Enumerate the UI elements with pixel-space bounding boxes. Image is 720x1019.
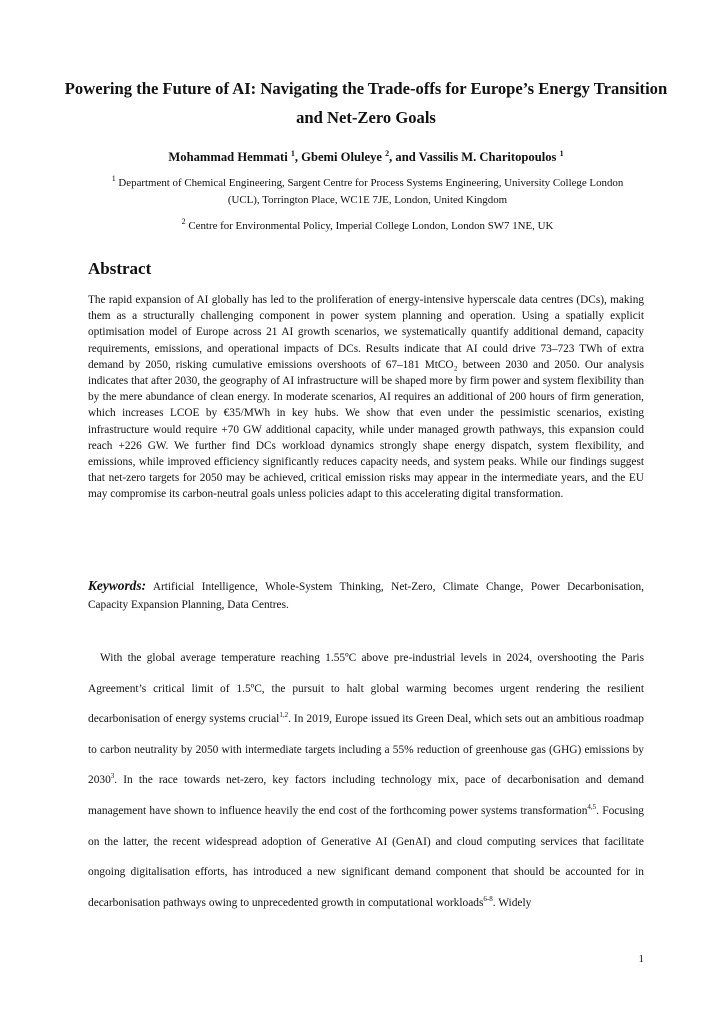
body-text: . Focusing on the latter, the recent widespread adoption of Generative AI (GenAI) and cloud computing services that facilitate ongoing digitalisation efforts, has introduced a new significant demand component that should be accounted for in decarbonisation pathways owing to unprecedented growth in computational workloads xyxy=(88,804,645,909)
affiliation-mark: 1 xyxy=(111,174,116,183)
affiliation xyxy=(95,214,640,235)
abstract-heading: Abstract xyxy=(88,259,152,278)
author-name: Vassilis M. Charitopoulos xyxy=(418,150,557,164)
citation-ref: 3 xyxy=(110,772,115,781)
author-affiliation-mark: 1 xyxy=(290,149,295,158)
body-text: . Widely xyxy=(492,896,532,909)
keywords xyxy=(88,577,644,614)
affiliation-text: Centre for Environmental Policy, Imperial College London, London SW7 1NE, UK xyxy=(188,220,554,232)
author-separator: , and xyxy=(389,150,419,164)
author-name: Gbemi Oluleye xyxy=(301,150,382,164)
author-separator: , xyxy=(294,150,302,164)
citation-ref: 6-8 xyxy=(483,894,493,903)
affiliation-text: Department of Chemical Engineering, Sargent Centre for Process Systems Engineering, University College London (UCL), Torrington Place, WC1E 7JE, London, United Kingdom xyxy=(118,177,624,206)
keywords-text: Artificial Intelligence, Whole-System Thinking, Net-Zero, Climate Change, Power Decarbonisation, Capacity Expansion Planning, Data Centres. xyxy=(88,581,644,611)
author-name: Mohammad Hemmati xyxy=(168,150,288,164)
body-text: . In the race towards net-zero, key factors including technology mix, pace of decarbonisation and demand management have shown to influence heavily the end cost of the forthcoming power systems transformation xyxy=(88,774,644,817)
author-list xyxy=(60,145,672,166)
keywords-label: Keywords: xyxy=(88,578,147,593)
page-number: 1 xyxy=(638,953,644,965)
author-affiliation-mark: 2 xyxy=(385,149,390,158)
author-affiliation-mark: 1 xyxy=(559,149,564,158)
body-text: With the global average temperature reaching 1.55ºC above pre-industrial levels in 2024, overshooting the Paris Agreement’s critical limit of 1.5ºC, the pursuit to halt global warming becomes urgent rendering the resilient decarbonisation of energy systems crucial xyxy=(88,652,644,726)
body-paragraph xyxy=(88,643,644,918)
citation-ref: 1,2 xyxy=(279,711,289,720)
affiliation xyxy=(95,171,640,208)
citation-ref: 4,5 xyxy=(587,802,597,811)
paper-title: Powering the Future of AI: Navigating the Trade-offs for Europe’s Energy Transition and Net-Zero Goals xyxy=(64,79,668,127)
abstract-text: The rapid expansion of AI globally has led to the proliferation of energy-intensive hyperscale data centres (DCs), making them as a structurally challenging component in power system planning and operation. Using a spatially explicit optimisation model of Europe across 21 AI growth scenarios, we systematically quantify additional demand, capacity requirements, emissions, and operational impacts of DCs. Results indicate that AI could drive 73–723 TWh of extra demand by 2050, risking cumulative emissions overshoots of 67–181 MtCO₂ between 2030 and 2050. Our analysis indicates that after 2030, the geography of AI infrastructure will be shaped more by firm power and system flexibility than by the mere abundance of clean energy. In moderate scenarios, AI requires an additional of 200 hours of firm generation, which increases LCOE by €35/MWh in key hubs. We show that even under the pessimistic scenarios, existing infrastructure would require +70 GW additional capacity, while under managed growth pathways, this expansion could reach +226 GW. We further find DCs workload dynamics strongly shape energy dispatch, system flexibility, and emissions, while improved efficiency significantly reduces capacity needs, and system peaks. While our findings suggest that net-zero targets for 2050 may be achieved, critical emission risks may appear in the intermediate years, and the EU may compromise its carbon-neutral goals unless policies adapt to this accelerating digital transformation. xyxy=(88,294,644,501)
affiliation-mark: 2 xyxy=(181,217,186,226)
body-text: . In 2019, Europe issued its Green Deal, which sets out an ambitious roadmap to carbon neutrality by 2050 with intermediate targets including a 55% reduction of greenhouse gas (GHG) emissions by 2030 xyxy=(88,713,644,787)
